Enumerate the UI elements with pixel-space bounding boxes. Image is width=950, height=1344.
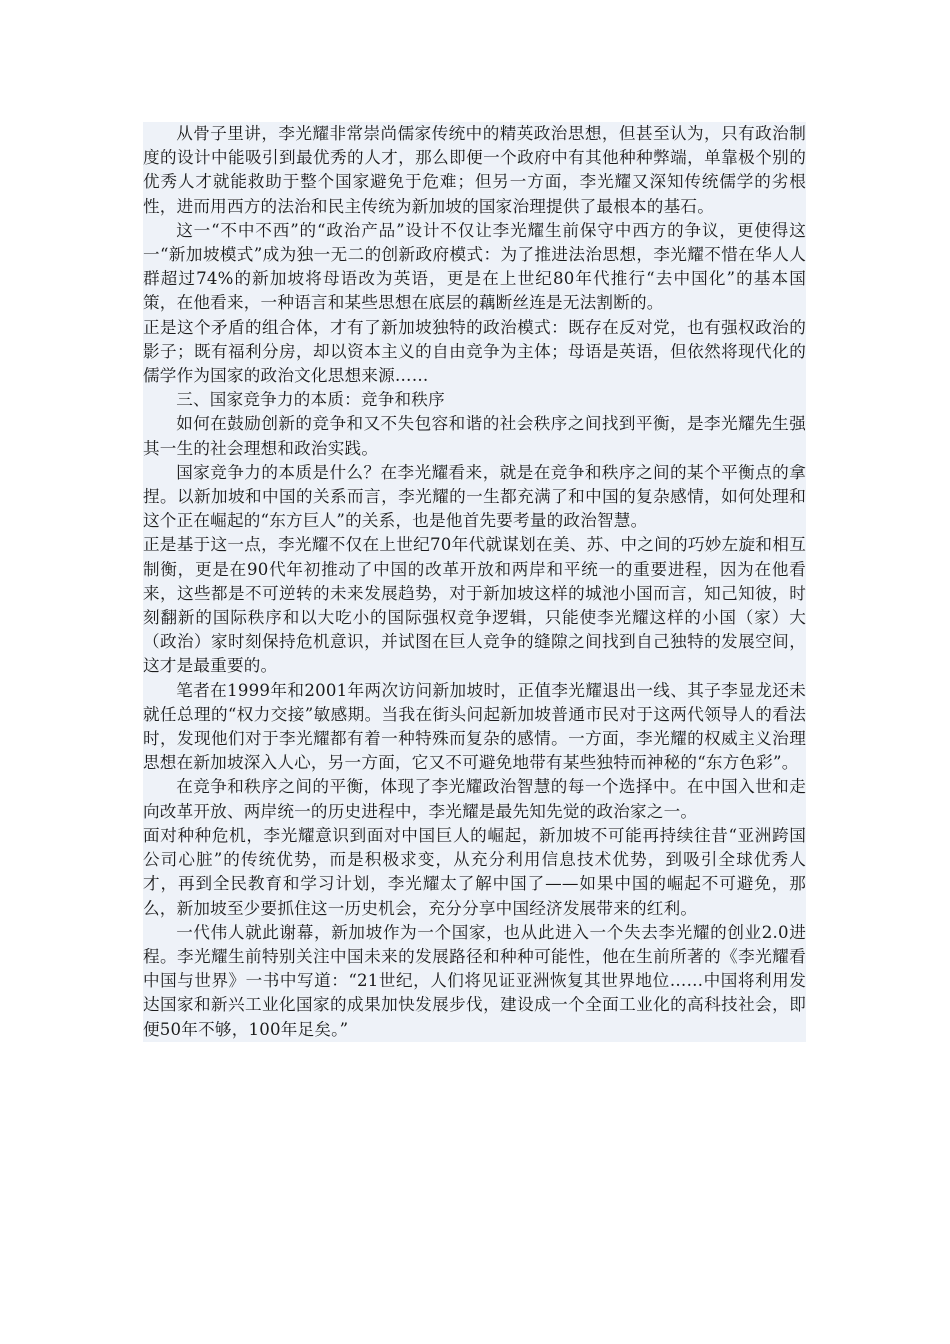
- paragraph-11: 一代伟人就此谢幕，新加坡作为一个国家，也从此进入一个失去李光耀的创业2.0进程。李光耀生前特别关注中国未来的发展路径和种种可能性，他在生前所著的《李光耀看中国与世界》一书中写道：“21世纪，人们将见证亚洲恢复其世界地位……中国将利用发达国家和新兴工业化国家的成果加快发展步伐，建设成一个全面工业化的高科技社会，即便50年不够，100年足矣。”: [143, 922, 806, 1039]
- paragraph-2: 这一“不中不西”的“政治产品”设计不仅让李光耀生前保守中西方的争议，更使得这一“新加坡模式”成为独一无二的创新政府模式：为了推进法治思想，李光耀不惜在华人人群超过74%的新加坡将母语改为英语，更是在上世纪80年代推行“去中国化”的基本国策，在他看来，一种语言和某些思想在底层的藕断丝连是无法割断的。: [143, 220, 806, 313]
- article-body: [143, 122, 806, 1042]
- paragraph-9: 在竞争和秩序之间的平衡，体现了李光耀政治智慧的每一个选择中。在中国入世和走向改革开放、两岸统一的历史进程中，李光耀是最先知先觉的政治家之一。: [143, 777, 806, 821]
- paragraph-6: 国家竞争力的本质是什么？在李光耀看来，就是在竞争和秩序之间的某个平衡点的拿捏。以新加坡和中国的关系而言，李光耀的一生都充满了和中国的复杂感情，如何处理和这个正在崛起的“东方巨人”的关系，也是他首先要考量的政治智慧。: [143, 462, 806, 531]
- paragraph-10: 面对种种危机，李光耀意识到面对中国巨人的崛起，新加坡不可能再持续往昔“亚洲跨国公司心脏”的传统优势，而是积极求变，从充分利用信息技术优势，到吸引全球优秀人才，再到全民教育和学习计划，李光耀太了解中国了——如果中国的崛起不可避免，那么，新加坡至少要抓住这一历史机会，充分分享中国经济发展带来的红利。: [143, 825, 806, 918]
- paragraph-8: 笔者在1999年和2001年两次访问新加坡时，正值李光耀退出一线、其子李显龙还未就任总理的“权力交接”敏感期。当我在街头问起新加坡普通市民对于这两代领导人的看法时，发现他们对于李光耀都有着一种特殊而复杂的感情。一方面，李光耀的权威主义治理思想在新加坡深入人心，另一方面，它又不可避免地带有某些独特而神秘的“东方色彩”。: [143, 680, 806, 773]
- paragraph-3: 正是这个矛盾的组合体，才有了新加坡独特的政治模式：既存在反对党，也有强权政治的影子；既有福利分房，却以资本主义的自由竞争为主体；母语是英语，但依然将现代化的儒学作为国家的政治文化思想来源……: [143, 317, 806, 386]
- paragraph-1: 从骨子里讲，李光耀非常崇尚儒家传统中的精英政治思想，但甚至认为，只有政治制度的设计中能吸引到最优秀的人才，那么即便一个政府中有其他种种弊端，单靠极个别的优秀人才就能救助于整个国家避免于危难；但另一方面，李光耀又深知传统儒学的劣根性，进而用西方的法治和民主传统为新加坡的国家治理提供了最根本的基石。: [143, 124, 806, 216]
- paragraph-5: 如何在鼓励创新的竞争和又不失包容和谐的社会秩序之间找到平衡，是李光耀先生强其一生的社会理想和政治实践。: [143, 414, 806, 458]
- paragraph-7: 正是基于这一点，李光耀不仅在上世纪70年代就谋划在美、苏、中之间的巧妙左旋和相互制衡，更是在90代年初推动了中国的改革开放和两岸和平统一的重要进程，因为在他看来，这些都是不可逆转的未来发展趋势，对于新加坡这样的城池小国而言，知己知彼，时刻翻新的国际秩序和以大吃小的国际强权竞争逻辑，只能使李光耀这样的小国（家）大（政治）家时刻保持危机意识，并试图在巨人竞争的缝隙之间找到自己独特的发展空间，这才是最重要的。: [143, 535, 806, 676]
- section-heading: 三、国家竞争力的本质：竞争和秩序: [176, 390, 445, 410]
